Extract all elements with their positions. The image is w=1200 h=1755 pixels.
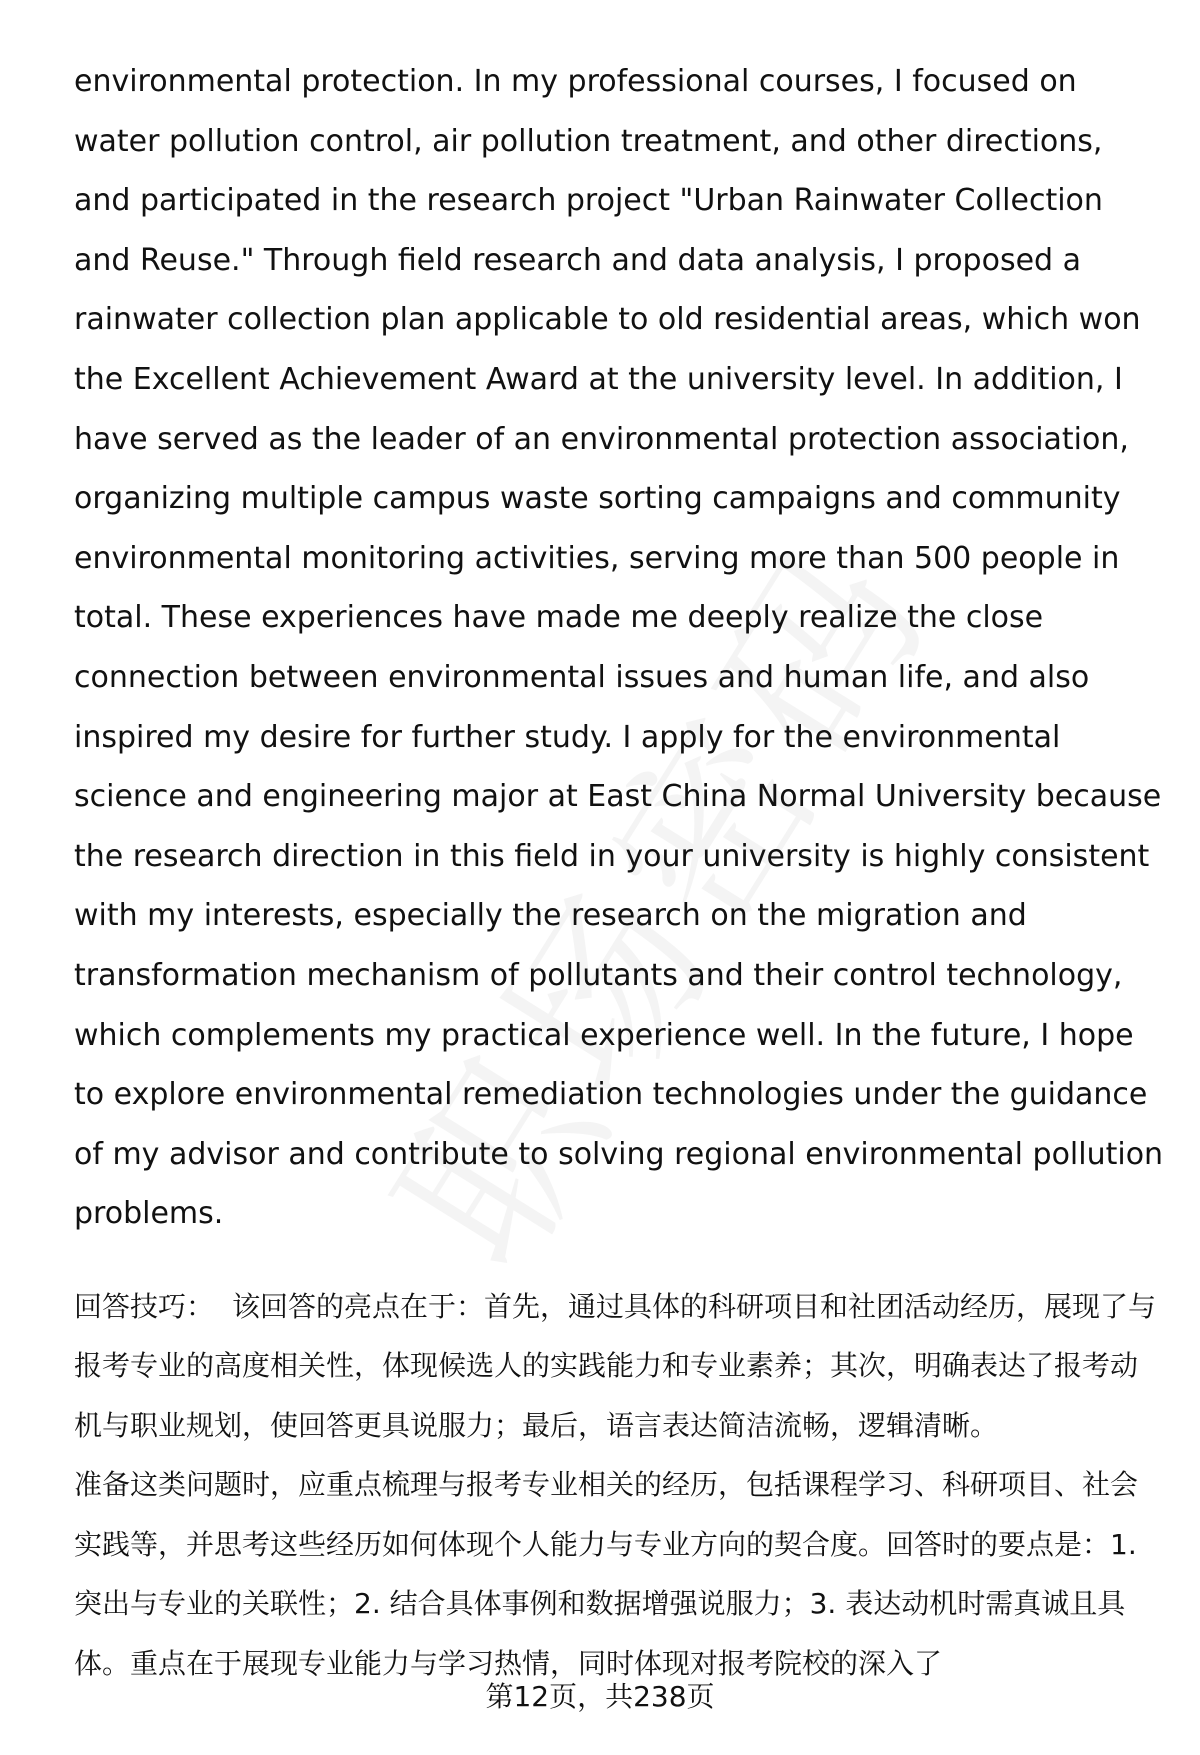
page-number: 第12页，共238页 xyxy=(485,1680,715,1713)
tips-paragraph xyxy=(74,1277,1164,1456)
answer-paragraph: environmental protection. In my professional courses, I focused on water pollution control, air pollution treatment, and other directions, and participated in the research project "Urban Rainwater Collection and Reuse." Through field research and data analysis, I proposed a rainwater collection plan applicable to old residential areas, which won the Excellent Achievement Award at the university level. In addition, I have served as the leader of an environmental protection association, organizing multiple campus waste sorting campaigns and community environmental monitoring activities, serving more than 500 people in total. These experiences have made me deeply realize the close connection between environmental issues and human life, and also inspired my desire for further study. I apply for the environmental science and engineering major at East China Normal University because the research direction in this field in your university is highly consistent with my interests, especially the research on the migration and transformation mechanism of pollutants and their control technology, which complements my practical experience well. In the future, I hope to explore environmental remediation technologies under the guidance of my advisor and contribute to solving regional environmental pollution problems. xyxy=(74,64,1164,1232)
tips-label: 回答技巧： xyxy=(74,1289,215,1323)
prep-paragraph: 准备这类问题时，应重点梳理与报考专业相关的经历，包括课程学习、科研项目、社会实践等，并思考这些经历如何体现个人能力与专业方向的契合度。回答时的要点是：1. 突出与专业的关联性；2. 结合具体事例和数据增强说服力；3. 表达动机时需真诚且具体。重点在于展现专业能力与学习热情，同时体现对报考院校的深入了 xyxy=(74,1468,1139,1680)
document-page xyxy=(74,52,1164,1693)
tips-text: 该回答的亮点在于：首先，通过具体的科研项目和社团活动经历，展现了与报考专业的高度相关性，体现候选人的实践能力和专业素养；其次，明确表达了报考动机与职业规划，使回答更具说服力；最后，语言表达简洁流畅，逻辑清晰。 xyxy=(74,1289,1157,1442)
